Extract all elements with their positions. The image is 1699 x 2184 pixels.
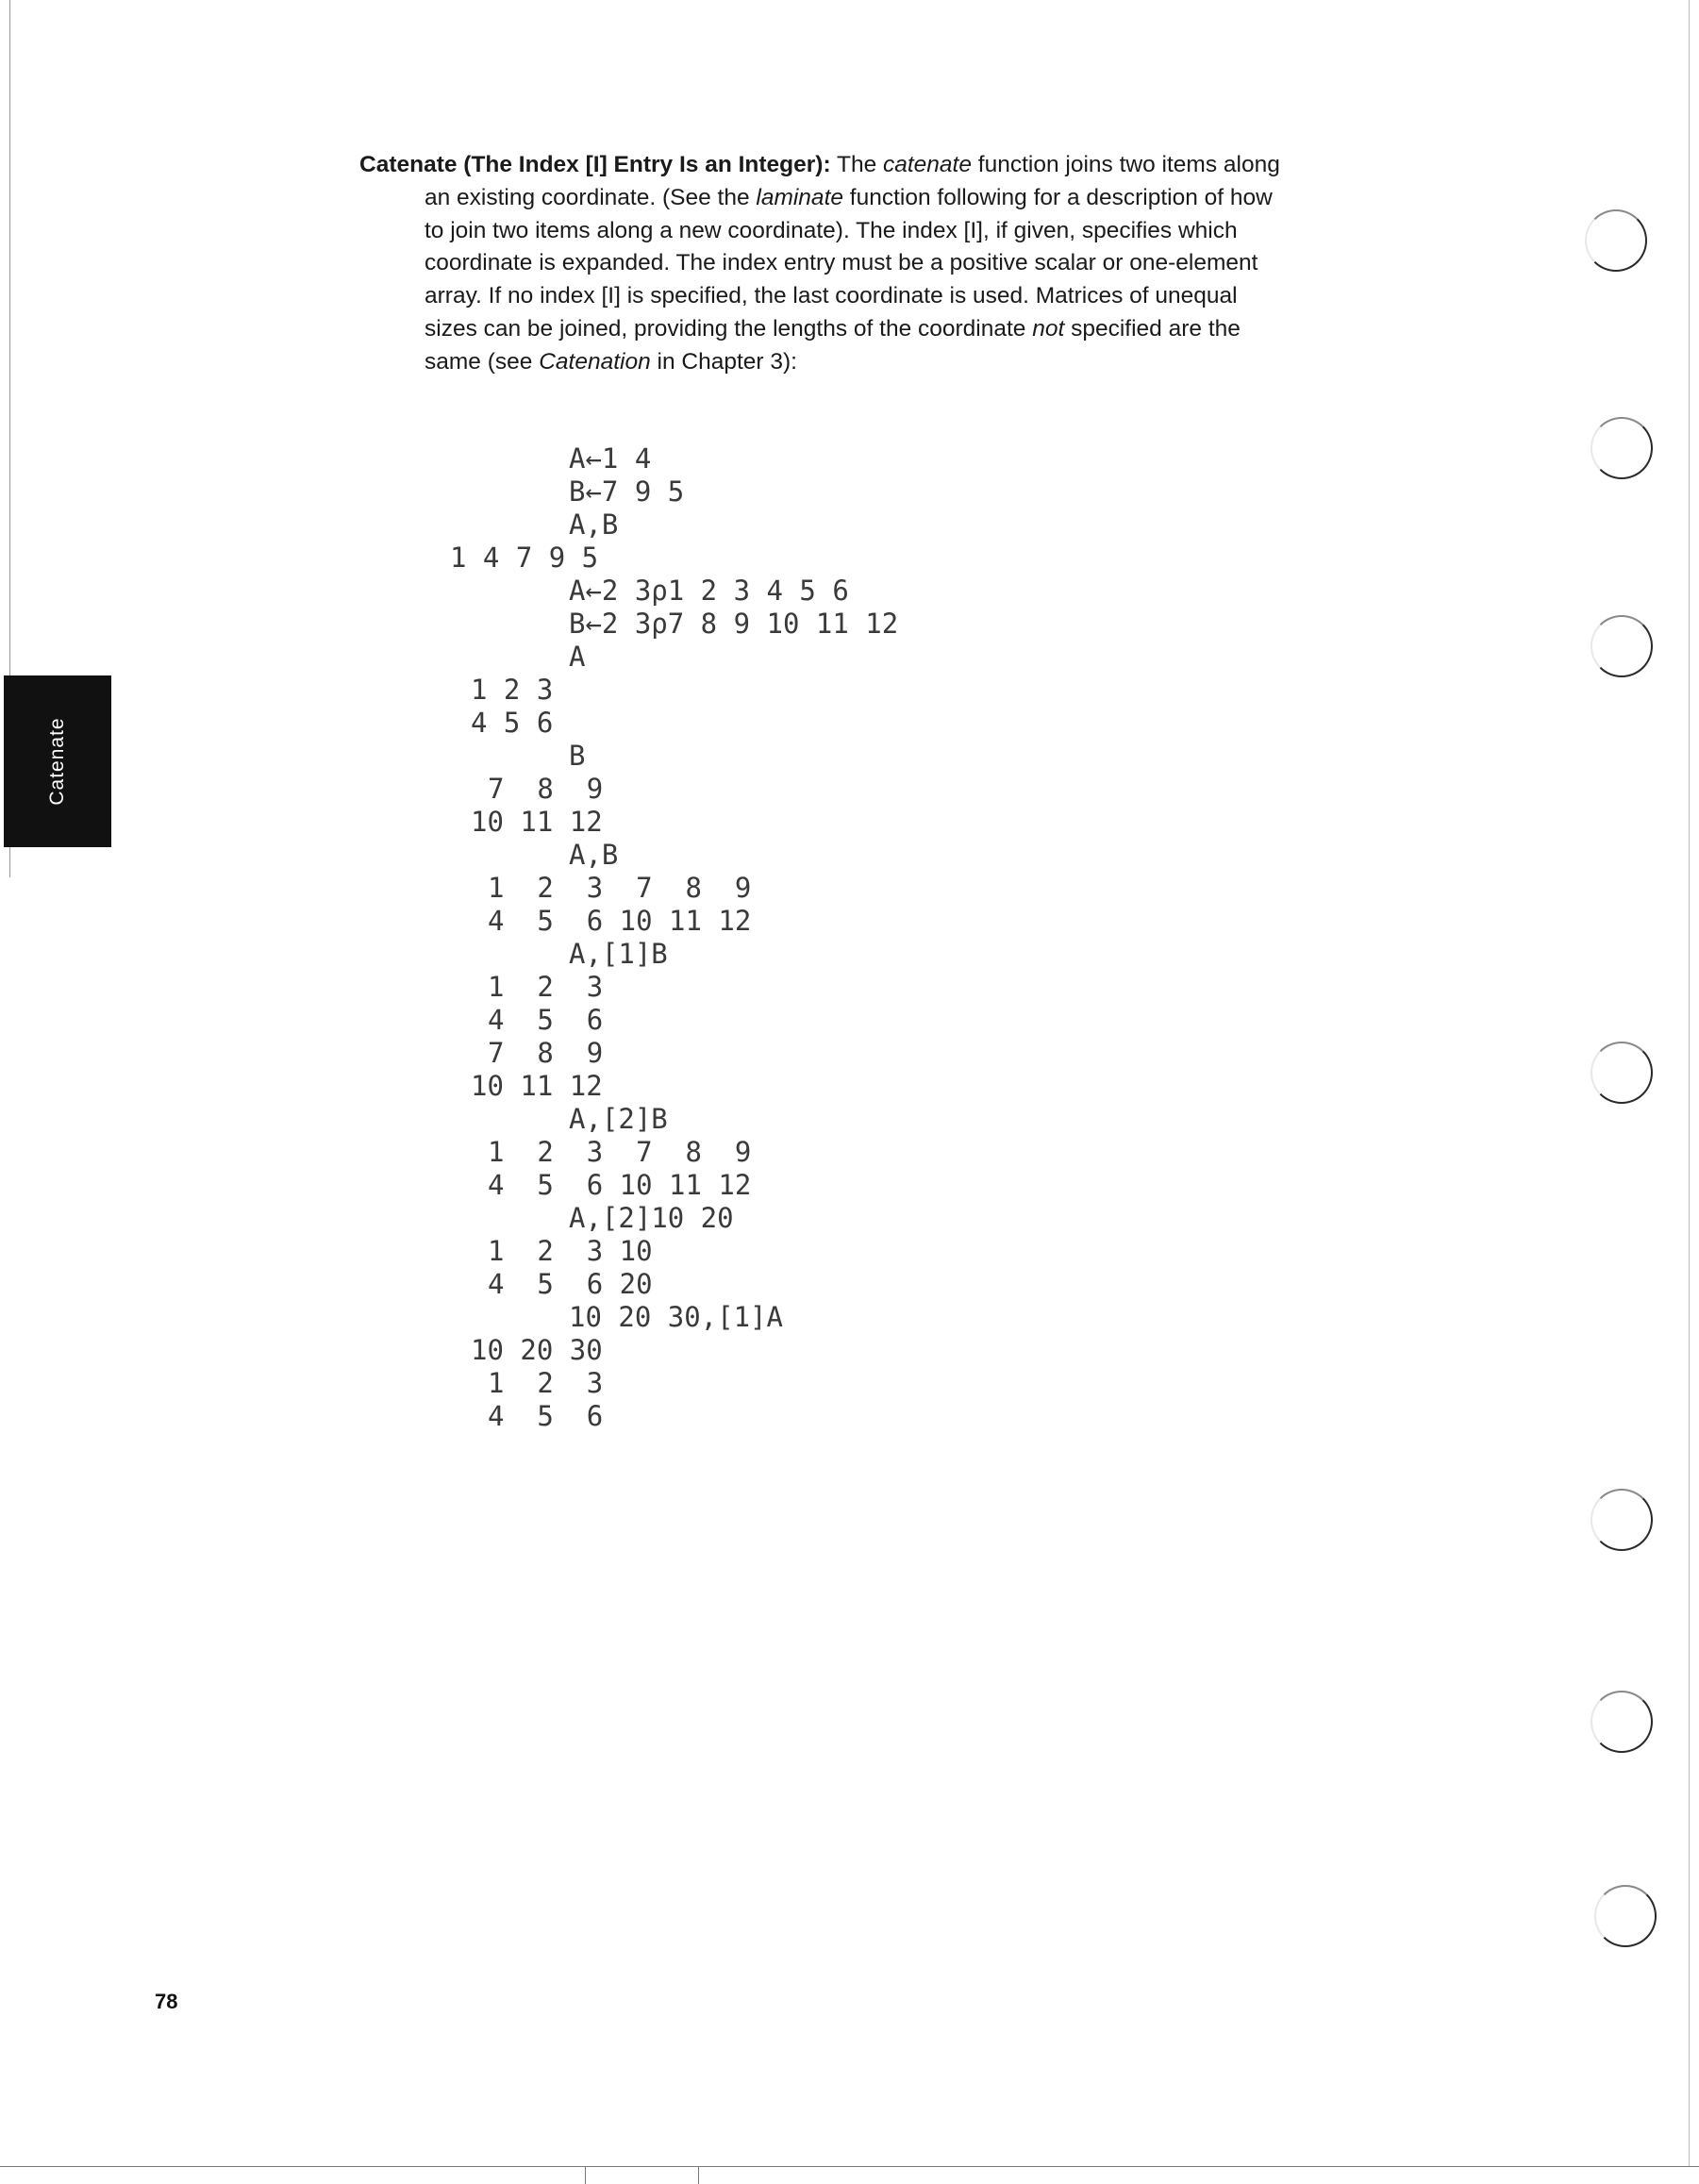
code-output-line: 7 8 9 (488, 1037, 604, 1069)
code-input-line: A,[2]B (569, 1103, 668, 1135)
intro-paragraph (359, 149, 1378, 379)
code-input-line: A←1 4 (569, 442, 652, 475)
intro-emphasis: catenate (883, 152, 972, 177)
bottom-tick-mark (698, 2166, 699, 2184)
page-number: 78 (155, 1990, 178, 2013)
bottom-edge-rule (0, 2166, 1699, 2167)
code-output-line: 1 2 3 (488, 971, 604, 1003)
code-output-line: 7 8 9 (488, 773, 604, 805)
code-input-line: B (569, 740, 586, 772)
code-output-line: 1 2 3 10 (488, 1235, 653, 1267)
bottom-tick-mark (585, 2166, 586, 2184)
code-output-line: 4 5 6 10 11 12 (488, 905, 752, 937)
binder-hole (1594, 1885, 1657, 1947)
code-input-line: A,B (569, 839, 619, 871)
binder-hole (1591, 417, 1653, 479)
code-input-line: A (569, 641, 586, 673)
intro-line-1 (359, 149, 1378, 182)
intro-line-4: coordinate is expanded. The index entry must be a positive scalar or one-element (425, 250, 1258, 276)
code-input-line: A←2 3ρ1 2 3 4 5 6 (569, 575, 849, 607)
code-input-line: B←7 9 5 (569, 475, 685, 508)
code-output-line: 1 2 3 (488, 1367, 604, 1399)
code-output-line: 10 11 12 (471, 1070, 603, 1102)
binder-hole (1591, 1691, 1653, 1753)
code-output-line: 1 2 3 (471, 674, 554, 706)
section-tab-label: Catenate (46, 717, 68, 806)
code-output-line: 10 11 12 (471, 806, 603, 838)
code-input-line: A,B (569, 508, 619, 541)
code-input-line: A,[1]B (569, 938, 668, 970)
code-input-line: 10 20 30,[1]A (569, 1301, 783, 1333)
intro-text: same (see (425, 348, 540, 375)
intro-line-5: array. If no index [I] is specified, the last coordinate is used. Matrices of unequal (425, 283, 1238, 309)
intro-line-3: to join two items along a new coordinate). The index [I], if given, specifies which (425, 217, 1238, 243)
right-edge-rule (1689, 0, 1690, 2166)
section-tab (4, 675, 111, 847)
code-output-line: 4 5 6 (488, 1004, 604, 1036)
code-output-line: 1 2 3 7 8 9 (488, 872, 752, 904)
intro-emphasis: Catenation (539, 348, 651, 375)
intro-text: an existing coordinate. (See the (425, 184, 757, 210)
intro-emphasis: laminate (756, 184, 843, 210)
intro-line-2 (359, 182, 1378, 215)
binder-hole (1591, 1489, 1653, 1551)
code-output-line: 4 5 6 20 (488, 1268, 653, 1300)
code-output-line: 1 4 7 9 5 (450, 542, 599, 574)
intro-text: function following for a description of how (843, 184, 1273, 210)
intro-line-6 (359, 313, 1378, 346)
code-output-line: 10 20 30 (471, 1334, 603, 1366)
code-input-line: B←2 3ρ7 8 9 10 11 12 (569, 608, 899, 640)
binder-hole (1585, 209, 1647, 272)
code-output-line: 1 2 3 7 8 9 (488, 1136, 752, 1168)
intro-text: sizes can be joined, providing the lengths of the coordinate (425, 315, 1033, 342)
intro-emphasis: not (1032, 315, 1065, 342)
code-output-line: 4 5 6 (488, 1400, 604, 1432)
code-input-line: A,[2]10 20 (569, 1202, 734, 1234)
binder-hole (1591, 1042, 1653, 1104)
code-output-line: 4 5 6 (471, 707, 554, 739)
intro-text: function joins two items along (972, 152, 1280, 177)
intro-line-7 (359, 346, 1378, 379)
binder-hole (1591, 615, 1653, 677)
intro-heading: Catenate (The Index [I] Entry Is an Integer): (359, 152, 831, 177)
code-output-line: 4 5 6 10 11 12 (488, 1169, 752, 1201)
intro-text: in Chapter 3): (650, 348, 797, 375)
intro-text: specified are the (1064, 315, 1241, 342)
intro-text: The (830, 152, 883, 177)
